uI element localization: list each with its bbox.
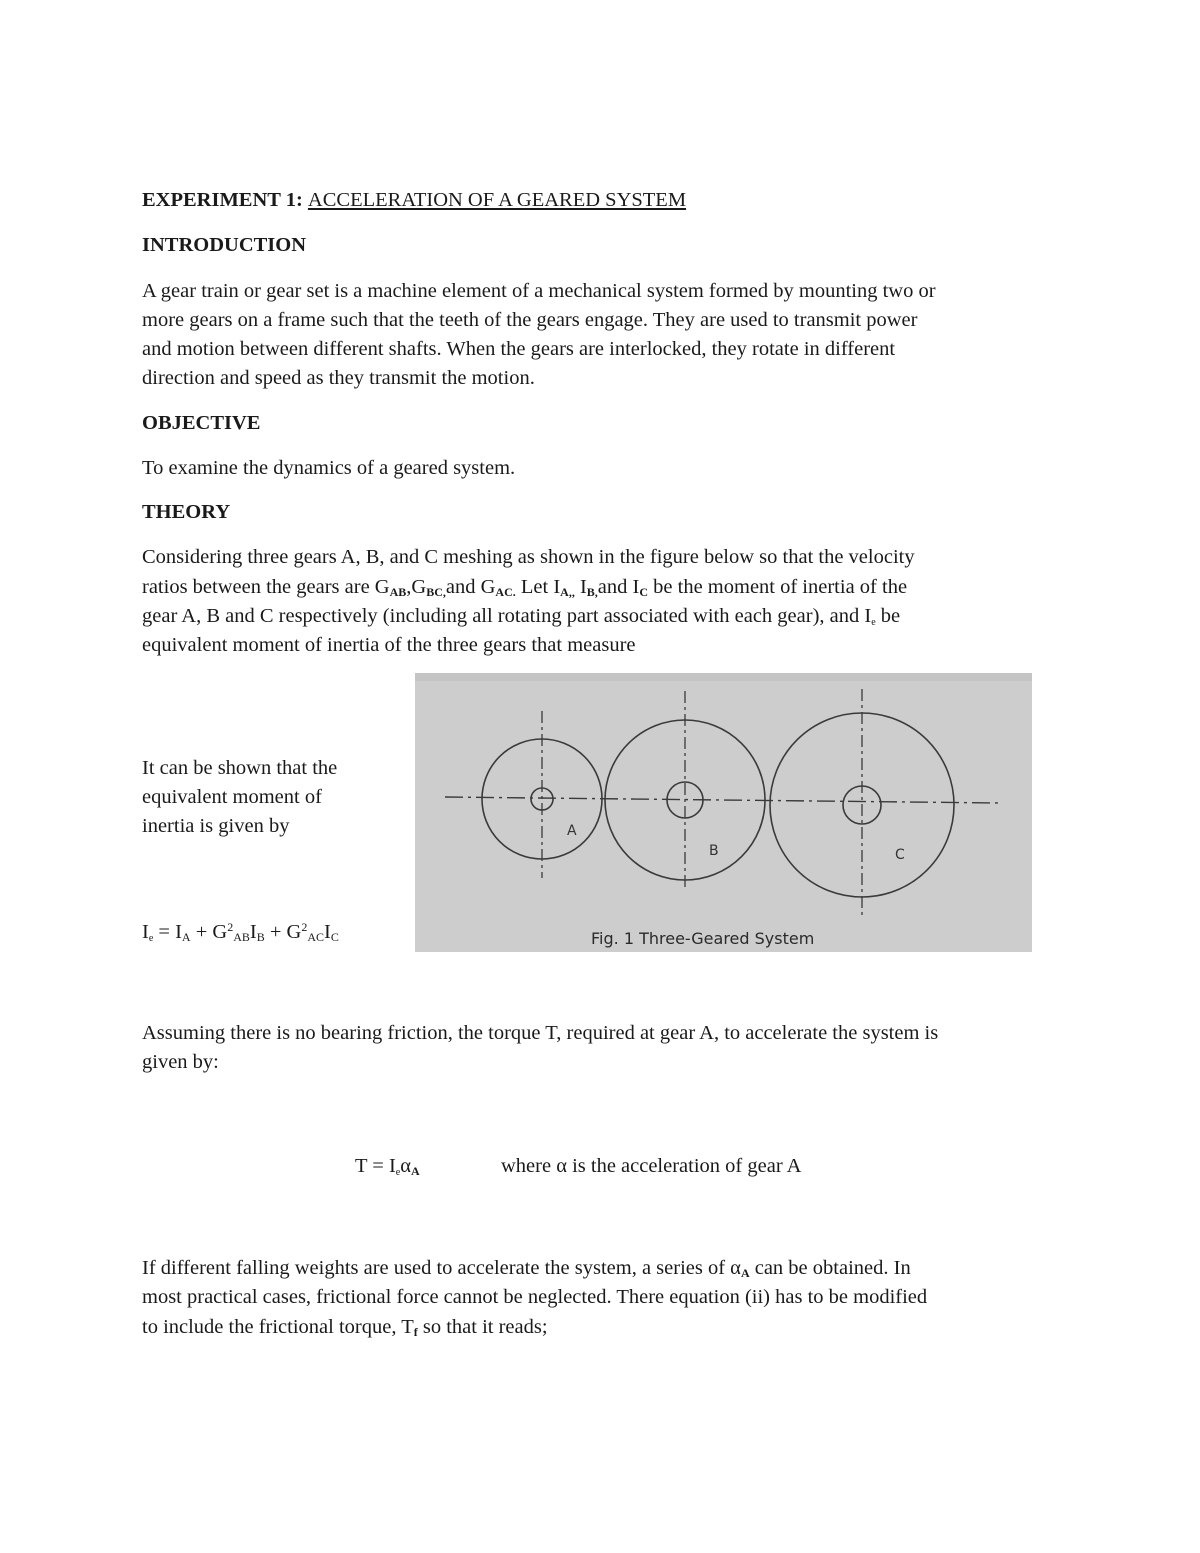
text-run: be bbox=[875, 605, 901, 627]
friction-line bbox=[142, 1254, 911, 1283]
gear-diagram bbox=[415, 673, 1032, 952]
introduction-line: more gears on a frame such that the teeth of the gears engage. They are used to transmit power bbox=[142, 309, 918, 331]
text-run: α bbox=[400, 1155, 411, 1177]
text-run: so that it reads; bbox=[417, 1316, 548, 1338]
subscript: A bbox=[411, 1164, 420, 1178]
subscript: A bbox=[740, 1266, 750, 1280]
subscript: B bbox=[256, 930, 265, 944]
subscript: A bbox=[181, 930, 191, 944]
text-run: be the moment of inertia of the bbox=[648, 576, 908, 598]
text-run: T = I bbox=[355, 1155, 396, 1177]
text-run: to include the frictional torque, T bbox=[142, 1316, 414, 1338]
subscript: BC, bbox=[426, 585, 446, 599]
three-gear-figure bbox=[415, 673, 1032, 952]
subscript: AB bbox=[389, 585, 407, 599]
theory-line: equivalent moment of inertia of the three gears that measure bbox=[142, 634, 636, 656]
subscript: AC bbox=[307, 930, 325, 944]
title-prefix: EXPERIMENT 1: bbox=[142, 189, 303, 211]
introduction-line: and motion between different shafts. When the gears are interlocked, they rotate in different bbox=[142, 338, 896, 360]
equivalent-inertia-equation bbox=[142, 918, 339, 947]
text-run: I bbox=[324, 921, 331, 943]
objective-text: To examine the dynamics of a geared system. bbox=[142, 457, 516, 479]
introduction-heading: INTRODUCTION bbox=[142, 234, 307, 256]
gear-b-label: B bbox=[709, 843, 719, 859]
torque-line: given by: bbox=[142, 1051, 219, 1073]
theory-heading: THEORY bbox=[142, 501, 231, 523]
theory-line: Considering three gears A, B, and C meshing as shown in the figure below so that the velocity bbox=[142, 546, 915, 568]
theory-line bbox=[142, 602, 900, 631]
gear-c-label: C bbox=[895, 847, 905, 863]
figure-caption: Fig. 1 Three-Geared System bbox=[591, 929, 815, 948]
superscript: 2 bbox=[227, 920, 234, 934]
side-text-line: It can be shown that the bbox=[142, 757, 338, 779]
subscript: AC. bbox=[495, 585, 516, 599]
document-title bbox=[142, 186, 686, 215]
gear-a-label: A bbox=[567, 823, 577, 839]
theory-line bbox=[142, 573, 907, 602]
text-run: I bbox=[142, 921, 149, 943]
text-run: ,G bbox=[406, 576, 427, 598]
torque-line: Assuming there is no bearing friction, the torque T, required at gear A, to accelerate the system is bbox=[142, 1022, 939, 1044]
torque-equation bbox=[355, 1152, 420, 1181]
superscript: 2 bbox=[301, 920, 308, 934]
text-run: and G bbox=[445, 576, 496, 598]
torque-equation-note: where α is the acceleration of gear A bbox=[501, 1155, 802, 1177]
title-text: ACCELERATION OF A GEARED SYSTEM bbox=[307, 189, 687, 211]
subscript: e bbox=[148, 933, 154, 944]
introduction-line: A gear train or gear set is a machine element of a mechanical system formed by mounting two or bbox=[142, 280, 936, 302]
introduction-line: direction and speed as they transmit the motion. bbox=[142, 367, 535, 389]
subscript: B, bbox=[586, 585, 598, 599]
subscript: C bbox=[330, 930, 339, 944]
text-run: + G bbox=[190, 921, 228, 943]
side-text-line: equivalent moment of bbox=[142, 786, 322, 808]
text-run: and I bbox=[597, 576, 640, 598]
text-run: If different falling weights are used to accelerate the system, a series of α bbox=[142, 1257, 741, 1279]
subscript: AB bbox=[233, 930, 250, 944]
text-run: + G bbox=[264, 921, 302, 943]
side-text-line: inertia is given by bbox=[142, 815, 290, 837]
subscript: C bbox=[639, 585, 649, 599]
text-run: I bbox=[574, 576, 587, 598]
subscript: f bbox=[413, 1325, 418, 1339]
subscript: e bbox=[871, 617, 876, 628]
text-run: = I bbox=[153, 921, 182, 943]
subscript: A,, bbox=[560, 585, 575, 599]
objective-heading: OBJECTIVE bbox=[142, 412, 261, 434]
subscript: e bbox=[395, 1167, 401, 1178]
friction-line: most practical cases, frictional force cannot be neglected. There equation (ii) has to be modified bbox=[142, 1286, 928, 1308]
friction-line bbox=[142, 1313, 548, 1342]
text-run: I bbox=[249, 921, 257, 943]
text-run: ratios between the gears are G bbox=[142, 576, 390, 598]
text-run: gear A, B and C respectively (including all rotating part associated with each gear), and I bbox=[142, 605, 872, 627]
text-run: Let I bbox=[515, 576, 561, 598]
text-run: can be obtained. In bbox=[749, 1257, 911, 1279]
